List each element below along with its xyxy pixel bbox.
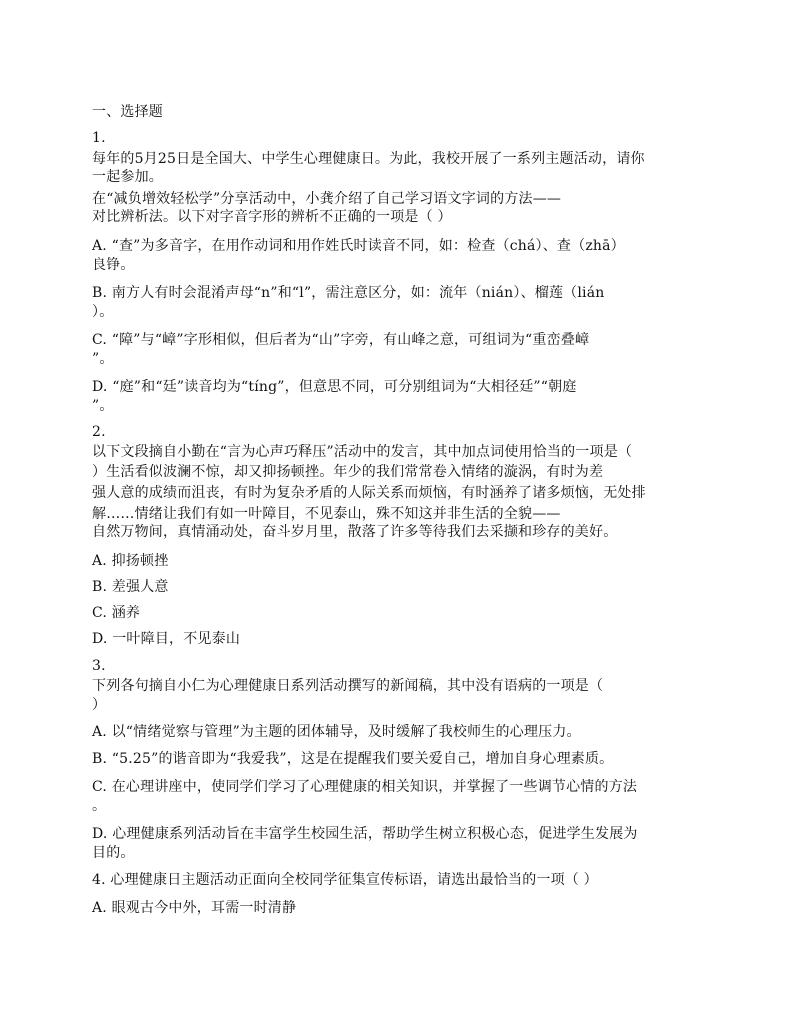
answer-option: 良铮。 (92, 257, 135, 273)
answer-option: C. 在心理讲座中，使同学们学习了心理健康的相关知识，并掌握了一些调节心情的方法 (92, 779, 638, 795)
question-stem: 每年的5月25日是全国大、中学生心理健康日。为此，我校开展了一系列主题活动，请你 (92, 151, 645, 167)
question-number: 3. (92, 658, 106, 674)
question-stem: 4. 心理健康日主题活动正面向全校同学征集宣传标语，请选出最恰当的一项（ ） (92, 872, 598, 888)
answer-option: B. 差强人意 (92, 579, 169, 595)
answer-option: A. 眼观古今中外，耳需一时清静 (92, 900, 297, 916)
question-stem: 解……情绪让我们有如一叶障目，不见泰山，殊不知这并非生活的全貌—— (92, 506, 561, 522)
answer-option: A. 抑扬顿挫 (92, 553, 169, 569)
answer-option: D. “庭”和“廷”读音均为“tíng”，但意思不同，可分别组词为“大相径廷”“朝庭 (92, 379, 577, 395)
answer-option: ）。 (92, 304, 114, 320)
question-stem: 强人意的成绩而沮丧，有时为复杂矛盾的人际关系而烦恼，有时涵养了诸多烦恼，无处排 (92, 485, 646, 501)
question-number: 1. (92, 130, 106, 146)
answer-option: 。 (92, 798, 107, 814)
answer-option: 目的。 (92, 845, 135, 861)
question-number: 2. (92, 424, 106, 440)
answer-option: C. 涵养 (92, 605, 141, 621)
question-stem: 自然万物间，真情涌动处，奋斗岁月里，散落了许多等待我们去采撷和珍存的美好。 (92, 524, 618, 540)
question-stem: 对比辨析法。以下对字音字形的辨析不正确的一项是（ ） (92, 209, 452, 225)
answer-option: A. 以“情绪觉察与管理”为主题的团体辅导，及时缓解了我校师生的心理压力。 (92, 724, 581, 740)
answer-option: B. 南方人有时会混淆声母“n”和“l”，需注意区分，如：流年（nián）、榴莲（lián (92, 285, 605, 301)
answer-option: A. “查”为多音字，在用作动词和用作姓氏时读音不同，如：检查（chá）、查（zhā） (92, 238, 625, 254)
answer-option: B. “5.25”的谐音即为“我爱我”，这是在提醒我们要关爱自己，增加自身心理素质。 (92, 751, 614, 767)
answer-option: C. “障”与“嶂”字形相似，但后者为“山”字旁，有山峰之意，可组词为“重峦叠嶂 (92, 332, 590, 348)
question-stem: ） (92, 697, 107, 713)
answer-option: D. 一叶障目，不见泰山 (92, 631, 241, 647)
answer-option: D. 心理健康系列活动旨在丰富学生校园生活，帮助学生树立积极心态，促进学生发展为 (92, 826, 638, 842)
answer-option: ”。 (92, 398, 114, 414)
question-stem: 一起参加。 (92, 169, 163, 185)
question-stem: ）生活看似波澜不惊，却又抑扬顿挫。年少的我们常常卷入情绪的漩涡，有时为差 (92, 464, 604, 480)
answer-option: ”。 (92, 351, 114, 367)
question-stem: 以下文段摘自小勤在“言为心声巧释压”活动中的发言，其中加点词使用恰当的一项是（ (92, 444, 633, 460)
question-stem: 在“减负增效轻松学”分享活动中，小龚介绍了自己学习语文字词的方法—— (92, 191, 562, 207)
question-stem: 下列各句摘自小仁为心理健康日系列活动撰写的新闻稿，其中没有语病的一项是（ (92, 678, 604, 694)
section-title: 一、选择题 (92, 104, 163, 120)
